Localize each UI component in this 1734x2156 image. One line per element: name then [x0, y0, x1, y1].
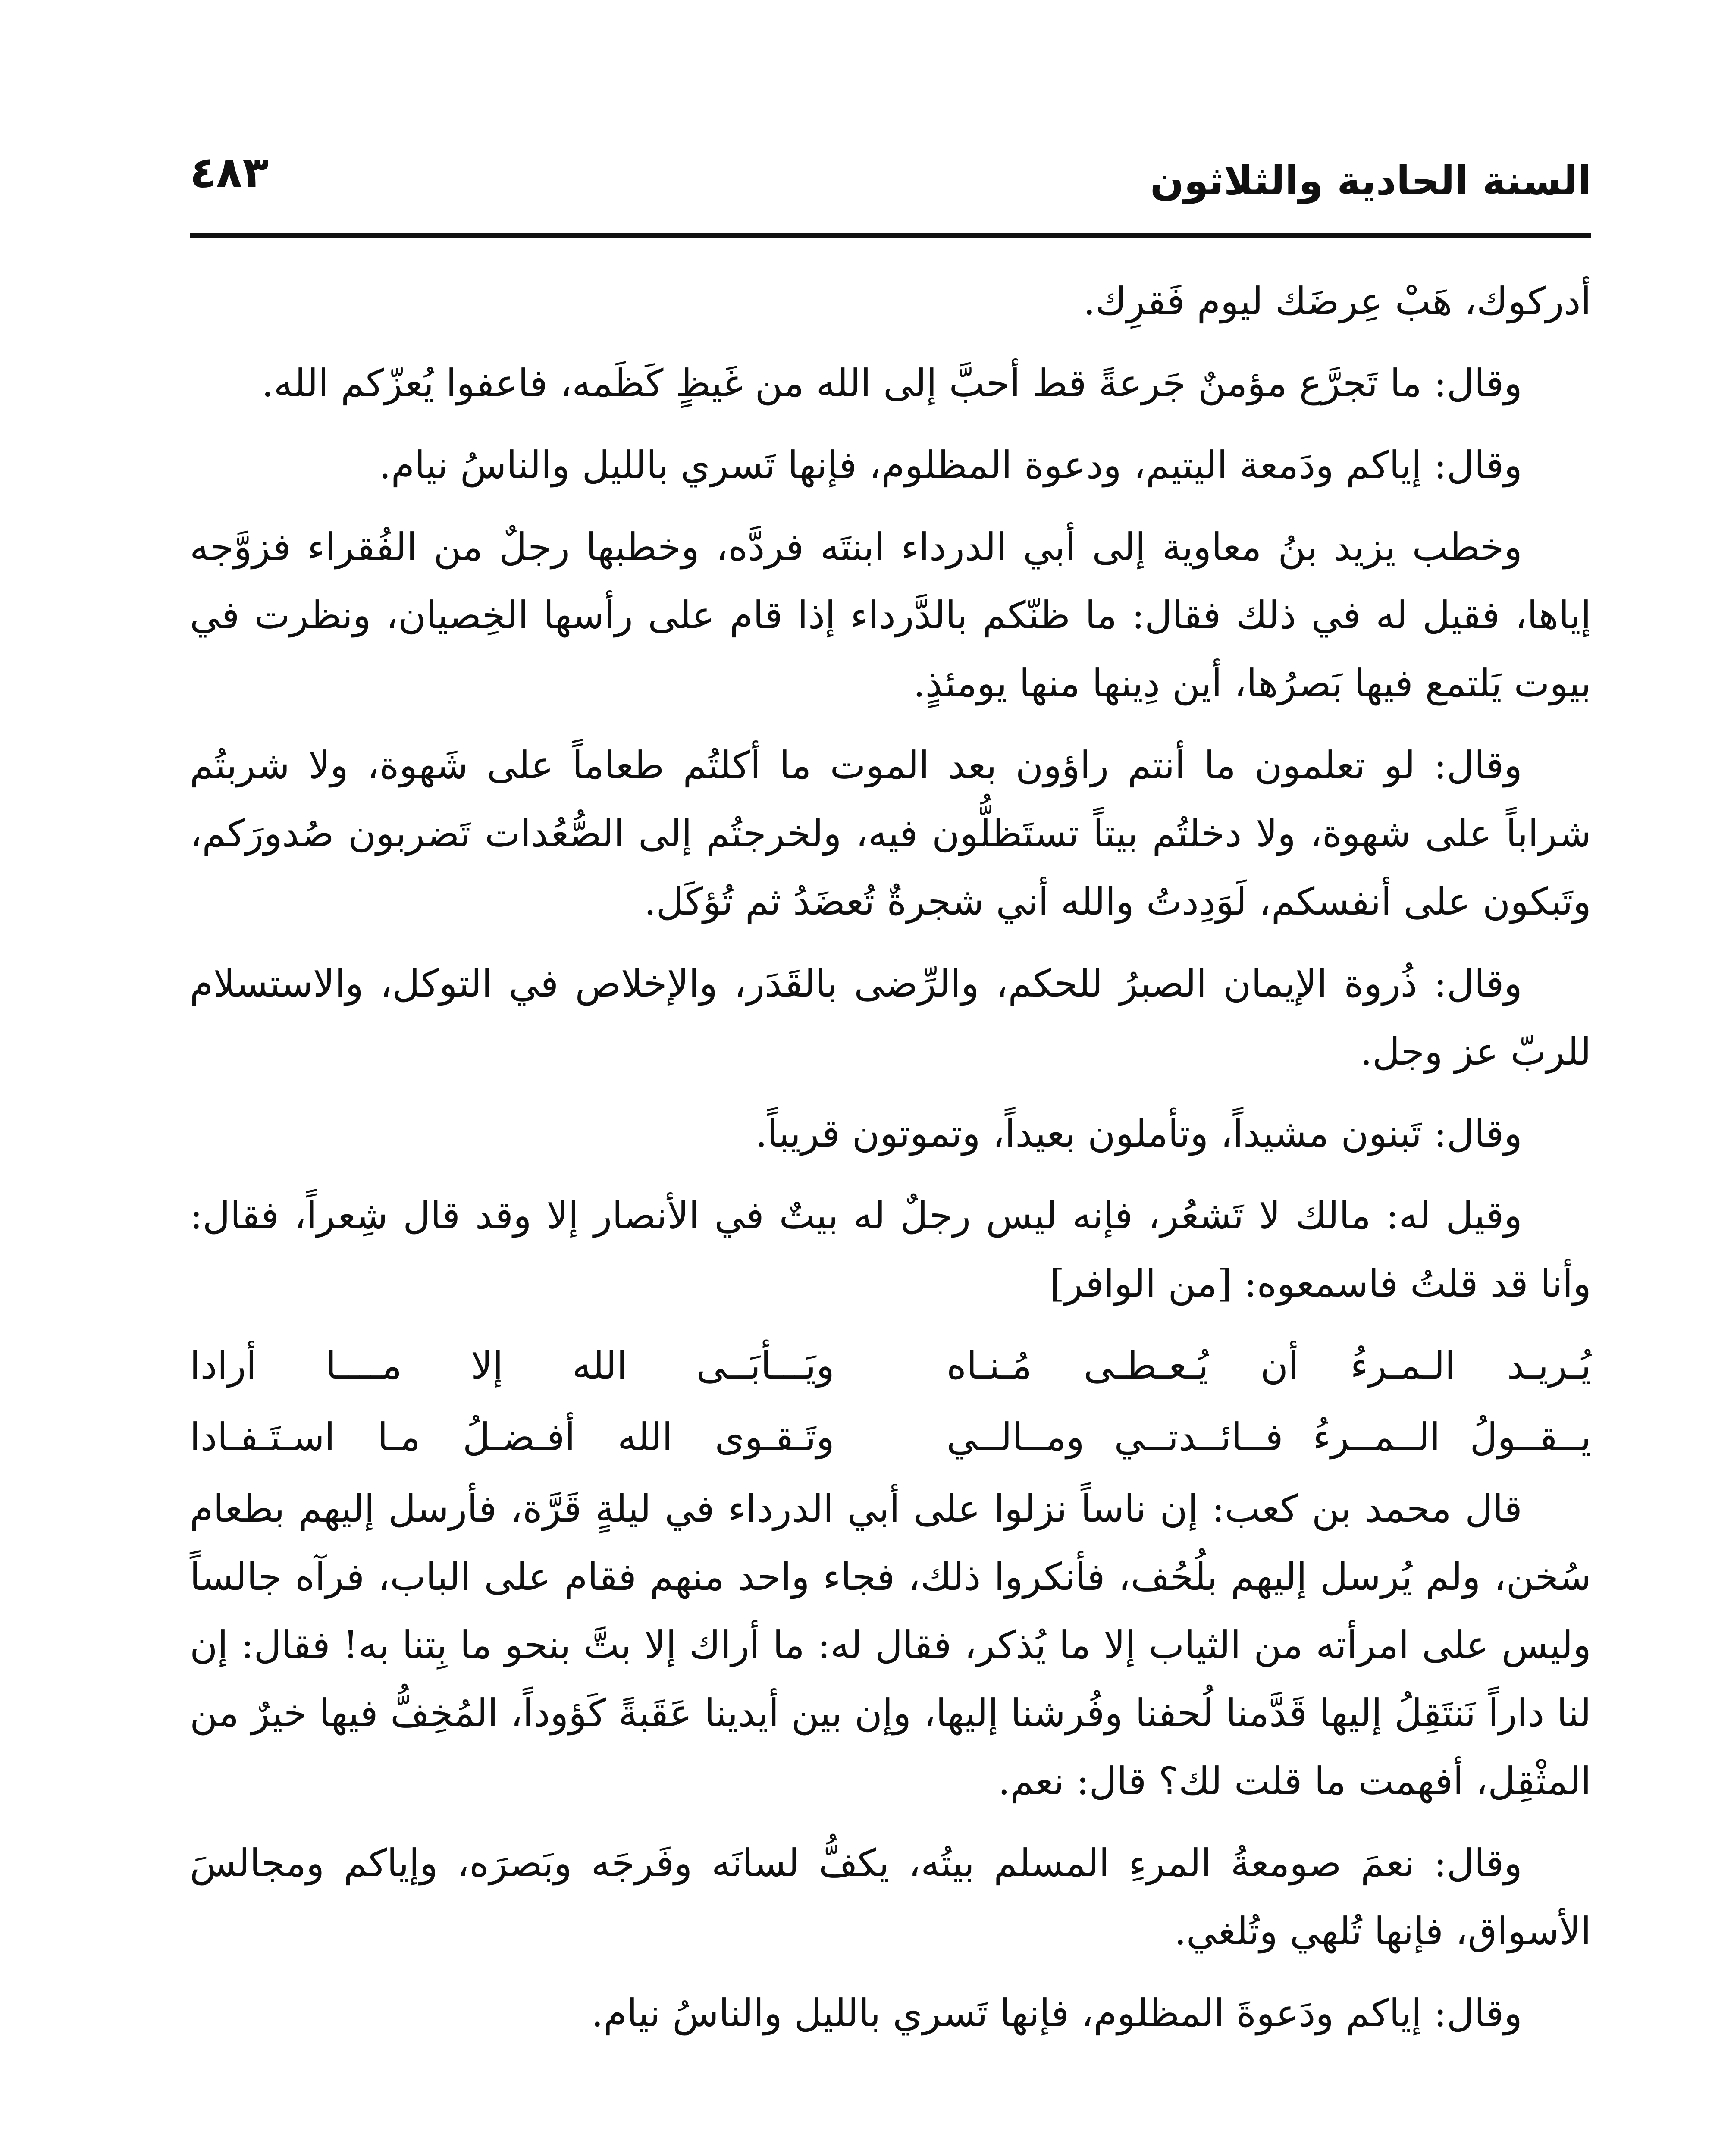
- paragraph: وقال: إياكم ودَعوةَ المظلوم، فإنها تَسري بالليل والناسُ نيام.: [591, 1991, 1522, 2035]
- running-title: السنة الحادية والثلاثون: [1150, 158, 1591, 204]
- paragraph: وخطب يزيد بنُ معاوية إلى أبي الدرداء ابنتَه فردَّه، وخطبها رجلٌ من الفُقراء فزوَّجه إياها، فقيل له في ذلك فقال: ما ظنّكم بالدَّرداء إذا قام على رأسها الخِصيان، ونظرت في بيوت يَلتمع فيها بَصرُها، أين دِينها منها يومئذٍ.: [190, 525, 1591, 705]
- paragraph: وقال: نعمَ صومعةُ المرءِ المسلم بيتُه، يكفُّ لسانَه وفَرجَه وبَصرَه، وإياكم ومجالسَ الأسواق، فإنها تُلهي وتُلغي.: [190, 1841, 1591, 1953]
- paragraph: وقال: إياكم ودَمعة اليتيم، ودعوة المظلوم، فإنها تَسري بالليل والناسُ نيام.: [379, 443, 1522, 487]
- page-number: ٤٨٣: [190, 147, 269, 197]
- paragraph: وقال: ما تَجرَّع مؤمنٌ جَرعةً قط أحبَّ إلى الله من غَيظٍ كَظَمه، فاعفوا يُعزّكم الله.: [261, 361, 1522, 405]
- paragraph: وقال: تَبنون مشيداً، وتأملون بعيداً، وتموتون قريباً.: [755, 1111, 1522, 1156]
- verse-first-hemistich: يُـريـد الـمـرءُ أن يُـعـطـى مُـنـاه: [947, 1343, 1591, 1388]
- paragraph: قال محمد بن كعب: إن ناساً نزلوا على أبي الدرداء في ليلةٍ قَرَّة، فأرسل إليهم بطعام سُخن، ولم يُرسل إليهم بلُحُف، فأنكروا ذلك، فجاء واحد منهم فقام على الباب، فرآه جالساً وليس على امرأته من الثياب إلا ما يُذكر، فقال له: ما أراك إلا بتَّ بنحو ما بِتنا به! فقال: إن لنا داراً نَنتَقِلُ إليها قَدَّمنا لُحفنا وفُرشنا إليها، وإن بين أيدينا عَقَبةً كَؤوداً، المُخِفُّ فيها خيرٌ من المثْقِل، أفهمت ما قلت لك؟ قال: نعم.: [190, 1486, 1591, 1803]
- page-header: [190, 142, 1591, 229]
- header-rule: [190, 233, 1591, 238]
- poem-verse: [190, 1332, 1591, 1400]
- paragraph: وقال: ذُروة الإيمان الصبرُ للحكم، والرِّضى بالقَدَر، والإخلاص في التوكل، والاستسلام للربّ عز وجل.: [190, 961, 1591, 1074]
- poem-verse: [190, 1403, 1591, 1471]
- verse-second-hemistich: وتَـقـوى الله أفـضـلُ مـا اسـتَـفـادا: [190, 1415, 834, 1459]
- paragraph: وقيل له: مالك لا تَشعُر، فإنه ليس رجلٌ له بيتٌ في الأنصار إلا وقد قال شِعراً، فقال: وأنا قد قلتُ فاسمعوه: [من الوافر]: [190, 1193, 1591, 1306]
- verse-first-hemistich: يــقــولُ الــمــرءُ فــائــدتــي ومــالــي: [947, 1415, 1591, 1459]
- paragraph: وقال: لو تعلمون ما أنتم راؤون بعد الموت ما أكلتُم طعاماً على شَهوة، ولا شربتُم شراباً على شهوة، ولا دخلتُم بيتاً تستَظلُّون فيه، ولخرجتُم إلى الصُّعُدات تَضربون صُدورَكم، وتَبكون على أنفسكم، لَوَدِدتُ والله أني شجرةٌ تُعضَدُ ثم تُؤكَل.: [190, 743, 1591, 924]
- verse-second-hemistich: ويَـــأبَــى الله إلا مــــا أرادا: [190, 1343, 834, 1388]
- paragraph: أدركوك، هَبْ عِرضَك ليوم فَقرِك.: [1083, 279, 1591, 323]
- body-text: [190, 267, 1591, 2061]
